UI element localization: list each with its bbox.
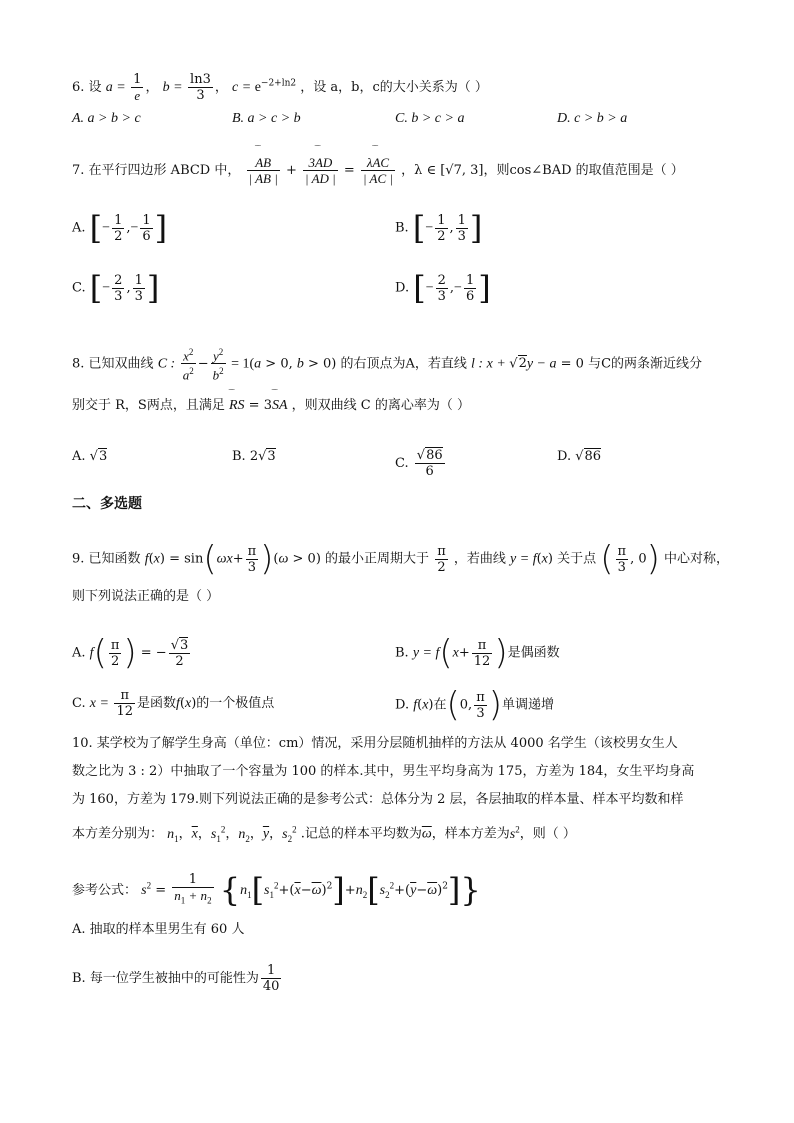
question-7: 7. 在平行四边形 ABCD 中， ‾‾ $\frac{AB}{| AB |}$ + $\frac{3‾‾ AD}{| AD |}$ = $\frac{\lambda‾‾ AC}{| AC |}$ ，λ ∈ [√7, 3]，则cos∠BAD 的取值范围是（ ） [72,155,684,186]
q10-line2: 数之比为 3 : 2）中抽取了一个容量为 100 的样本.其中，男生平均身高为 175，方差为 184，女生平均身高 [72,764,695,779]
q9-option-b: B. y = f(x+ $\frac{\pi}{12}$ )是偶函数 [395,633,560,673]
q9-option-a: A. f( $\frac{\pi}{2}$ ) = − $\frac{√3}{2}$ [72,633,189,673]
q9-number: 9. [72,551,85,567]
q9-option-c: C. x = $\frac{\pi}{12}$ 是函数f(x)的一个极值点 [72,688,275,719]
q7-option-b: B. [− $\frac{1}{2}$ , $\frac{1}{3}$ ] [395,209,483,247]
q7-prefix: 在平行四边形 ABCD 中， [88,163,241,178]
question-6: 6. 设 a = $\frac{1}{e}$ ， b = $\frac{\ln 3}{3}$ ， $c = e^{-2+ln2}$ ，设 a，b，c的大小关系为（ ） [72,72,488,103]
q6-option-a: A. a > b > c [72,111,141,126]
q8-option-d: D. √86 [557,449,602,464]
q6-frac-b: $\frac{\ln 3}{3}$ [190,72,211,103]
q8-option-c: C. $\frac{√86}{6}$ [395,448,443,479]
q9-option-d: D. f(x)在(0, $\frac{\pi}{3}$ )单调递增 [395,685,555,725]
q9-prefix: 已知函数 [88,551,141,567]
q8-tail: 与C的两条渐近线分 [588,356,703,372]
q8-option-a: A. √3 [72,449,108,464]
q6-prefix: 设 [88,80,102,95]
q6-option-b: B. a > c > b [232,111,301,126]
q7-option-a: A. [− $\frac{1}{2}$ ,− $\frac{1}{6}$ ] [72,209,168,247]
question-8: 8. 已知双曲线 C : $\frac{x^2}{a^2}$ − $\frac{y^2}{b^2}$ = 1(a > 0, b > 0) 的右顶点为A，若直线 l : x + √2y − a = 0 与C的两条渐近线分 [72,347,703,383]
q8-line2: 别交于 R，S两点，且满足 [72,398,225,413]
q10-line4: 本方差分别为： $n_1$，$\overline{x}$，$s_1^2$，$n_2$，$\overline{y}$，$s_2^2$ .记总的样本平均数为$\overline{\omega}$，样本方差为$s^2$，则（ ） [72,824,576,844]
q6-option-c: C. b > c > a [395,111,465,126]
q8-number: 8. [72,356,85,372]
q6-frac-a: $\frac{1}{e}$ [133,72,142,103]
section-heading: 二、多选题 [72,496,142,512]
q9-prompt: 则下列说法正确的是（ ） [72,589,220,604]
q10-line3: 为 160，方差为 179.则下列说法正确的是参考公式：总体分为 2 层，各层抽取的样本量、样本平均数和样 [72,792,684,807]
q6-number: 6. [72,80,85,95]
q10-line1: 10. 某学校为了解学生身高（单位：cm）情况，采用分层随机抽样的方法从 4000 名学生（该校男女生人 [72,736,678,751]
q6-tail: ，设 a，b，c的大小关系为（ ） [300,80,488,95]
q7-tail: ，λ ∈ [√7, 3]，则cos∠BAD 的取值范围是（ ） [401,163,684,178]
question-9: 9. 已知函数 f(x) = sin(ωx+ $\frac{\pi}{3}$ )(ω > 0) 的最小正周期大于 $\frac{\pi}{2}$ ，若曲线 y = f(x) 关于点 ( $\frac{\pi}{3}$ , 0) 中心对称， [72,539,730,579]
q10-option-b: B. 每一位学生被抽中的可能性为 $\frac{1}{40}$ [72,963,280,994]
q7-option-d: D. [− $\frac{2}{3}$ ,− $\frac{1}{6}$ ] [395,269,491,307]
q10-option-a: A. 抽取的样本里男生有 60 人 [72,922,245,937]
q8-option-b: B. 2√3 [232,449,276,464]
q9-mid: 的最小正周期大于 [325,551,430,567]
q6-option-d: D. c > b > a [557,111,628,126]
q7-option-c: C. [− $\frac{2}{3}$ , $\frac{1}{3}$ ] [72,269,160,307]
q8-mid: 的右顶点为A，若直线 [340,356,467,372]
q8-prefix: 已知双曲线 [88,356,154,372]
q7-number: 7. [72,163,85,178]
q8-line2-tail: ，则双曲线 C 的离心率为（ ） [291,398,471,413]
q10-formula: 参考公式： $s^2$ = $\frac{1}{n_1 + n_2}$ $\{n_1[s_1^2+(\overline{x}-\overline{\omega})^2]+n_2[s_2^2+(\overline{y}-\overline{\omega})^2]\}$ [72,871,481,910]
question-8-line2: 别交于 R，S两点，且满足 ‾‾ RS = 3‾‾ SA ，则双曲线 C 的离心率为（ ） [72,397,470,415]
